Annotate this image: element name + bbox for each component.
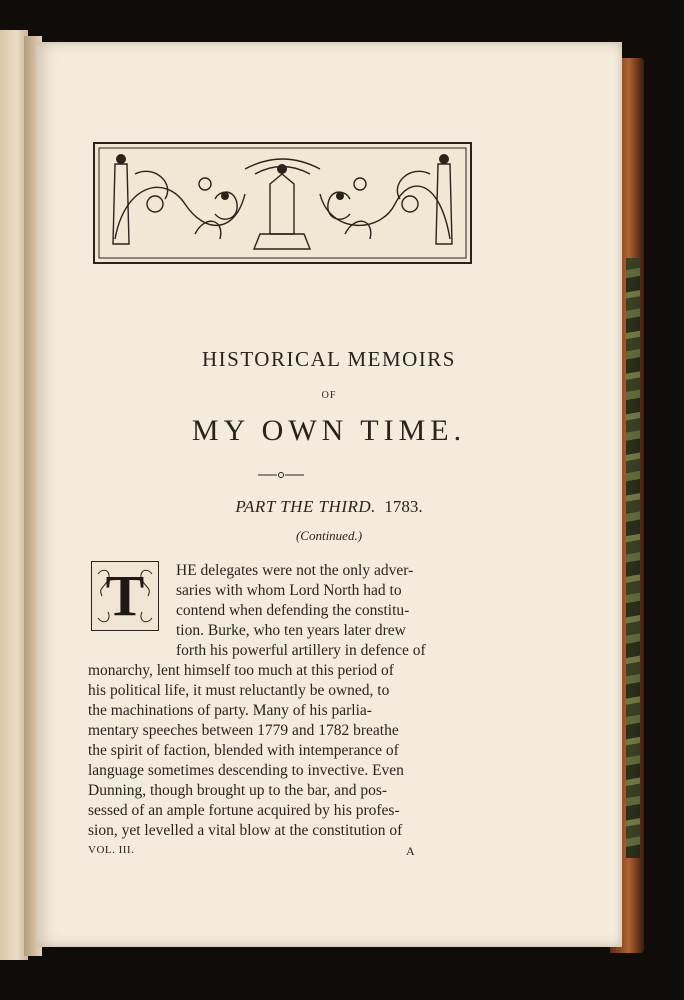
text-line: sessed of an ample fortune acquired by his profes-	[88, 802, 400, 819]
part-heading	[36, 497, 622, 517]
book-title-of: OF	[321, 390, 337, 401]
text-line: Dunning, though brought up to the bar, and pos-	[88, 782, 388, 799]
text-line: saries with whom Lord North had to	[176, 582, 402, 599]
text-line: his political life, it must reluctantly be owned, to	[88, 682, 390, 699]
marbled-board	[626, 258, 640, 858]
drop-cap-letter: T	[105, 563, 145, 628]
ornamental-rule-icon	[256, 470, 306, 480]
footer-volume: VOL. III.	[88, 844, 135, 856]
text-line: mentary speeches between 1779 and 1782 breathe	[88, 722, 399, 739]
text-line: the spirit of faction, blended with intemperance of	[88, 742, 399, 759]
continued-note: (Continued.)	[295, 528, 363, 543]
ornamental-headpiece-icon	[93, 142, 472, 264]
text-line: contend when defending the constitu-	[176, 602, 410, 619]
text-line: HE delegates were not the only adver-	[176, 562, 414, 579]
text-line: monarchy, lent himself too much at this period of	[88, 662, 394, 679]
text-line: language sometimes descending to invective. Even	[88, 762, 404, 779]
text-line: tion. Burke, who ten years later drew	[176, 622, 406, 639]
drop-cap	[91, 561, 159, 631]
footer-signature: A	[406, 844, 415, 858]
book-title-line1: HISTORICAL MEMOIRS	[202, 347, 456, 371]
book-page	[36, 42, 622, 947]
text-line: forth his powerful artillery in defence of	[176, 642, 426, 659]
part-label: PART THE THIRD.	[235, 497, 376, 516]
book-title-line2: MY OWN TIME.	[191, 414, 467, 447]
part-year: 1783.	[384, 497, 423, 516]
text-line: the machinations of party. Many of his parlia-	[88, 702, 372, 719]
text-line: sion, yet levelled a vital blow at the constitution of	[88, 822, 403, 839]
